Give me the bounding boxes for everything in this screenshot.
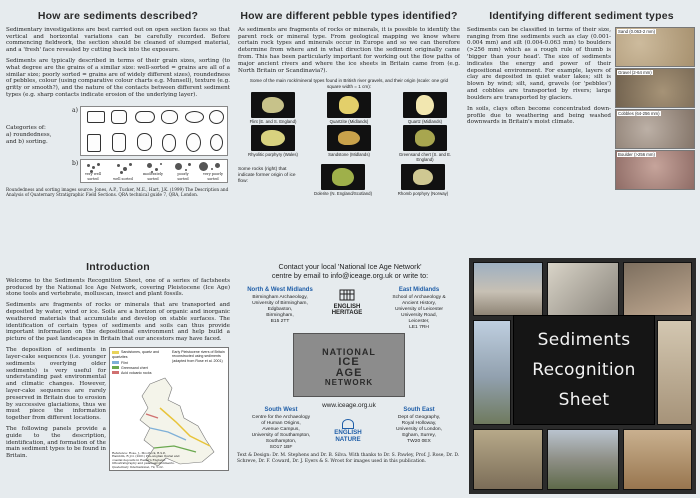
sorting-label: very well sorted bbox=[84, 172, 102, 181]
cover-title-box bbox=[513, 315, 655, 425]
figure-b-label: b) bbox=[72, 159, 79, 167]
address-line: SO17 1BF bbox=[269, 445, 293, 451]
ice-flow-note: Some rocks (right) that indicate former origin of ice flow: bbox=[238, 167, 296, 185]
pebbles-caption: Some of the main rock/mineral types found in British river gravels, and their origin (scale: one grid square width = 1 cm): bbox=[249, 78, 449, 90]
ice-flow-row bbox=[238, 164, 460, 196]
cover-photo bbox=[623, 262, 692, 316]
contact-line: centre by email to info@iceage.org.uk or write to: bbox=[271, 271, 429, 280]
centre-east-midlands bbox=[377, 287, 461, 331]
caption-line: and b) sorting. bbox=[6, 138, 48, 145]
nin-logo-text bbox=[302, 348, 396, 387]
panel-title: How are different pebble types identified? bbox=[240, 10, 458, 22]
address-line: Egham, Surrey, bbox=[402, 432, 436, 438]
photo-label: Gravel (2-64 mm) bbox=[618, 69, 652, 75]
cover-title-line: Recognition bbox=[532, 360, 636, 380]
paragraph: The following panels provide a guide to the description, identification, and formation of the main sediment types to be found in Britain. bbox=[6, 426, 107, 460]
centre-south-west bbox=[237, 407, 325, 451]
logo-text: NETWORK bbox=[324, 378, 374, 387]
english-nature-logo bbox=[323, 419, 373, 444]
roundedness-chart bbox=[80, 106, 228, 156]
sorting-label: very poorly sorted bbox=[202, 172, 224, 181]
pebble-photo bbox=[403, 125, 447, 151]
pebble-item bbox=[314, 92, 384, 124]
legend-label: Flint bbox=[121, 360, 128, 365]
cover-panel bbox=[469, 258, 696, 494]
cover-photo bbox=[473, 320, 511, 425]
panel-title: Identifying different sediment types bbox=[489, 10, 674, 22]
cover-photo bbox=[473, 429, 543, 490]
caption-line: Categories of: bbox=[6, 124, 46, 131]
legend-label: Greensand chert bbox=[121, 365, 148, 370]
map-note: Early Pleistocene rivers of Britain reconstructed using sediments (adapted from Rose et al. 2001) bbox=[172, 350, 225, 363]
address-line: of Human Origins, bbox=[261, 420, 301, 426]
pebble-grid bbox=[238, 92, 460, 163]
pebble-label: Sandstone (Midlands) bbox=[328, 151, 370, 157]
paragraph: In soils, clays often become concentrated down-profile due to weathering and being washed downwards in Britain's moist climate. bbox=[467, 105, 611, 126]
contact-line: Contact your local 'National Ice Age Network' bbox=[278, 262, 422, 271]
pebble-photo bbox=[403, 92, 447, 118]
address-line: Southampton, bbox=[265, 439, 297, 444]
panel-body bbox=[467, 26, 696, 157]
contact-grid bbox=[237, 283, 463, 451]
address-line: TW20 0EX bbox=[407, 439, 431, 444]
address-line: Centre for the Archaeology bbox=[251, 414, 311, 420]
map-reference: Reference: Rose, J., Moorlock, B.S.P., Hamblin, R.J.O. (2001) Pre-Anglian fluvial and coastal deposits in Eastern England: lithostratigraphy and palaeoenvironments. Quaternary International, 79, 5-22. bbox=[112, 450, 180, 469]
pebble-photo bbox=[321, 164, 365, 190]
pebble-photo bbox=[251, 125, 295, 151]
paragraph: The deposition of sediments in layer-cake sequences (i.e. younger sediments overlying older sediments) is very useful for understanding past environmental and climatic changes. However, layer-cake sequences are rarely preserved in Britain due to erosion by successive glaciations, thus we must piece the information together from different locations. bbox=[6, 347, 106, 422]
cover-title-line: Sheet bbox=[558, 390, 610, 410]
address-line: Birmingham, bbox=[266, 312, 294, 318]
pebble-photo bbox=[327, 125, 371, 151]
address-line: School of Archaeology & bbox=[392, 294, 446, 300]
paragraph: Sediments are fragments of rocks or minerals that are transported and deposited by water, wind or ice. Soils are a horizon of organic and inorganic weathered materials that accumulate and develop on stable surfaces. The identification of certain types of sediments and soils can thus provide important information on the depositional environment and help build a picture of the past landscapes in Britain that our ancestors may have faced. bbox=[6, 302, 230, 343]
logo-text: NATURE bbox=[335, 435, 361, 443]
centre-name: South West bbox=[264, 407, 298, 413]
cover-photo bbox=[623, 429, 692, 490]
photo-label: Cobbles (64-256 mm) bbox=[618, 110, 660, 116]
pebble-label: Dolerite (N. England/Scotland) bbox=[313, 191, 373, 197]
address-line: University of London, bbox=[396, 426, 442, 432]
address-line: University of Leicester bbox=[394, 306, 444, 312]
sorting-chart bbox=[80, 159, 228, 183]
panel-contact bbox=[237, 262, 463, 494]
leaf-icon bbox=[342, 419, 354, 429]
panel-text bbox=[467, 27, 611, 126]
legend-label: Sandstones, quartz and quartzites bbox=[112, 350, 159, 360]
sorting-label: well sorted bbox=[113, 176, 133, 181]
address-line: University Road, bbox=[401, 312, 437, 318]
pebble-item bbox=[306, 164, 380, 196]
cover-photo bbox=[547, 262, 619, 316]
logo-text: ICE bbox=[338, 356, 360, 368]
categories-caption bbox=[6, 125, 76, 145]
photo-label: Boulder (>256 mm) bbox=[618, 151, 655, 157]
logo-text: HERITAGE bbox=[331, 310, 363, 317]
pebble-label: Flint (E. and S. England) bbox=[249, 118, 297, 124]
image-source-note: Roundedness and sorting images source: Jones, A.P., Tucker, M.E., Hart, J.K. (1999) The Description and Analysis of Quaternary Stratigraphic Field Sections. QRA technical guide 7, QRA, London. bbox=[6, 186, 229, 198]
address-line: Dept of Geography, bbox=[397, 414, 441, 420]
address-line: Royal Holloway, bbox=[401, 420, 437, 426]
address-line: University of Southampton, bbox=[251, 432, 311, 438]
pebble-label: Rhomb porphyry (Norway) bbox=[397, 191, 449, 197]
centre-name: North & West Midlands bbox=[247, 287, 313, 293]
cover-photo bbox=[657, 320, 692, 425]
address-line: Birmingham Archaeology, bbox=[252, 294, 308, 300]
pebble-item bbox=[238, 125, 308, 162]
pebble-item bbox=[314, 125, 384, 162]
sediment-photo-gallery bbox=[615, 27, 695, 191]
address-line: Avenue Campus, bbox=[262, 426, 300, 432]
cobbles-photo bbox=[615, 109, 695, 149]
centre-south-east bbox=[377, 407, 461, 445]
logo-text: AGE bbox=[335, 367, 363, 379]
address-line: Leicester, bbox=[408, 319, 430, 324]
roundedness-sorting-figure bbox=[6, 103, 230, 181]
gravel-photo bbox=[615, 68, 695, 108]
cover-photo bbox=[473, 262, 543, 316]
pebble-label: Rhyolitic porphyry (Wales) bbox=[248, 151, 298, 157]
figure-a-label: a) bbox=[72, 106, 78, 114]
centre-north-west bbox=[241, 287, 319, 325]
paragraph: As sediments are fragments of rocks or minerals, it is possible to identify the parent rock or mineral type. From geological mapping we know where certain rock types and minerals occur in Europe and so we can therefore determine from where and in what direction the sediment originally came from. This has been particularly important for working out the flow paths of major ancient rivers and where the ice sheets in Britain came from (e.g. North Britain or Scandinavia?). bbox=[238, 26, 460, 74]
national-ice-age-network-logo bbox=[293, 333, 405, 397]
pebble-photo bbox=[327, 92, 371, 118]
pebble-label: Greensand chert (S. and E. England) bbox=[398, 151, 452, 163]
logo-text: ENGLISH bbox=[333, 303, 361, 310]
website-link[interactable]: www.iceage.org.uk bbox=[322, 402, 376, 409]
sorting-label: moderately sorted bbox=[142, 172, 164, 181]
credits-text: Text & Design: Dr. M. Stephens and Dr. B. Silva. With thanks to Dr. S. Pawley, Prof. J. Rose, Dr. D. Schreve, Dr. F. Coward, Dr. J. Eyers & S. Wroot for images used in this publication. bbox=[237, 453, 460, 464]
address-line: University of Birmingham, bbox=[252, 300, 308, 306]
intro-map-section bbox=[6, 347, 230, 473]
sand-photo bbox=[615, 27, 695, 67]
logo-text: NATIONAL bbox=[322, 347, 376, 357]
panel-identifying-sediments bbox=[467, 10, 696, 250]
address-line: Ancient History, bbox=[402, 300, 436, 306]
intro-side-text bbox=[6, 347, 106, 464]
photo-label: Sand (0.063-2 mm) bbox=[618, 28, 656, 34]
english-heritage-logo bbox=[323, 289, 371, 317]
contact-heading bbox=[237, 262, 463, 280]
portcullis-icon bbox=[339, 289, 355, 301]
pebble-label: Quartzite (Midlands) bbox=[329, 118, 369, 124]
caption-line: a) roundedness, bbox=[6, 131, 52, 138]
pebble-item bbox=[390, 125, 460, 162]
address-line: LE1 7RH bbox=[409, 325, 429, 331]
centre-name: South East bbox=[403, 407, 435, 413]
cover-photo bbox=[547, 429, 619, 490]
address-line: B15 2TT bbox=[270, 319, 290, 324]
pebble-item bbox=[238, 92, 308, 124]
logo-text: ENGLISH bbox=[334, 429, 362, 436]
pebble-item bbox=[386, 164, 460, 196]
pebble-item bbox=[390, 92, 460, 124]
panel-title: How are sediments described? bbox=[37, 10, 199, 22]
centre-name: East Midlands bbox=[398, 287, 440, 293]
rivers-map bbox=[109, 347, 229, 471]
pebble-photo bbox=[251, 92, 295, 118]
panel-title: Introduction bbox=[86, 261, 150, 273]
paragraph: Welcome to the Sediments Recognition Sheet, one of a series of factsheets produced by the National Ice Age Network, covering Pleistocene (Ice Age) stone tools and vertebrate, molluscan, insect and plant fossils. bbox=[6, 277, 230, 298]
panel-introduction bbox=[6, 261, 230, 493]
cover-title-line: Sediments bbox=[537, 330, 631, 350]
paragraph: Sedimentary investigations are best carried out on open section faces so that vertical and horizontal variations can be carefully recorded. Before commencing fieldwork, the section should be cleaned of slumped material, and a 'fresh' face revealed by cutting back into the exposure. bbox=[6, 26, 230, 54]
panel-pebble-types bbox=[238, 10, 460, 250]
pebble-label: Quartz (Midlands) bbox=[407, 118, 443, 124]
paragraph: Sediments are typically described in terms of their grain sizes, sorting (to what degree are the grains of a similar size: well-sorted = grains are all of a similar size; poorly sorted = grains are of widely different sizes), roundedness of pebbles, colour (using comparative colour charts e.g. Munsell), texture (e.g. gritty or smooth?), and the nature of the contacts between different sediment types (e.g. sharp contacts indicate erosion of the underlying layer). bbox=[6, 58, 230, 99]
pebble-photo bbox=[401, 164, 445, 190]
panel-sediments-described bbox=[6, 10, 230, 235]
boulder-photo bbox=[615, 150, 695, 190]
sorting-label: poorly sorted bbox=[177, 172, 189, 181]
address-line: Edgbaston, bbox=[267, 306, 293, 312]
paragraph: Sediments can be classified in terms of their size, ranging from fine sediments such as clay (0.001-0.004 mm) and silt (0.004-0.063 mm) to boulders (>256 mm) which as a rough rule of thumb is 'bigger than your head'. The size of sediments indicates the energy and power of their depositional environment. For example, layers of clay are deposited in quiet water lakes; silt is blown by wind; silt, sand, gravels (or 'pebbles') and cobbles are transported by rivers; large boulders are transported by glaciers. bbox=[467, 26, 611, 101]
legend-label: Acid volcanic rocks bbox=[121, 370, 152, 375]
